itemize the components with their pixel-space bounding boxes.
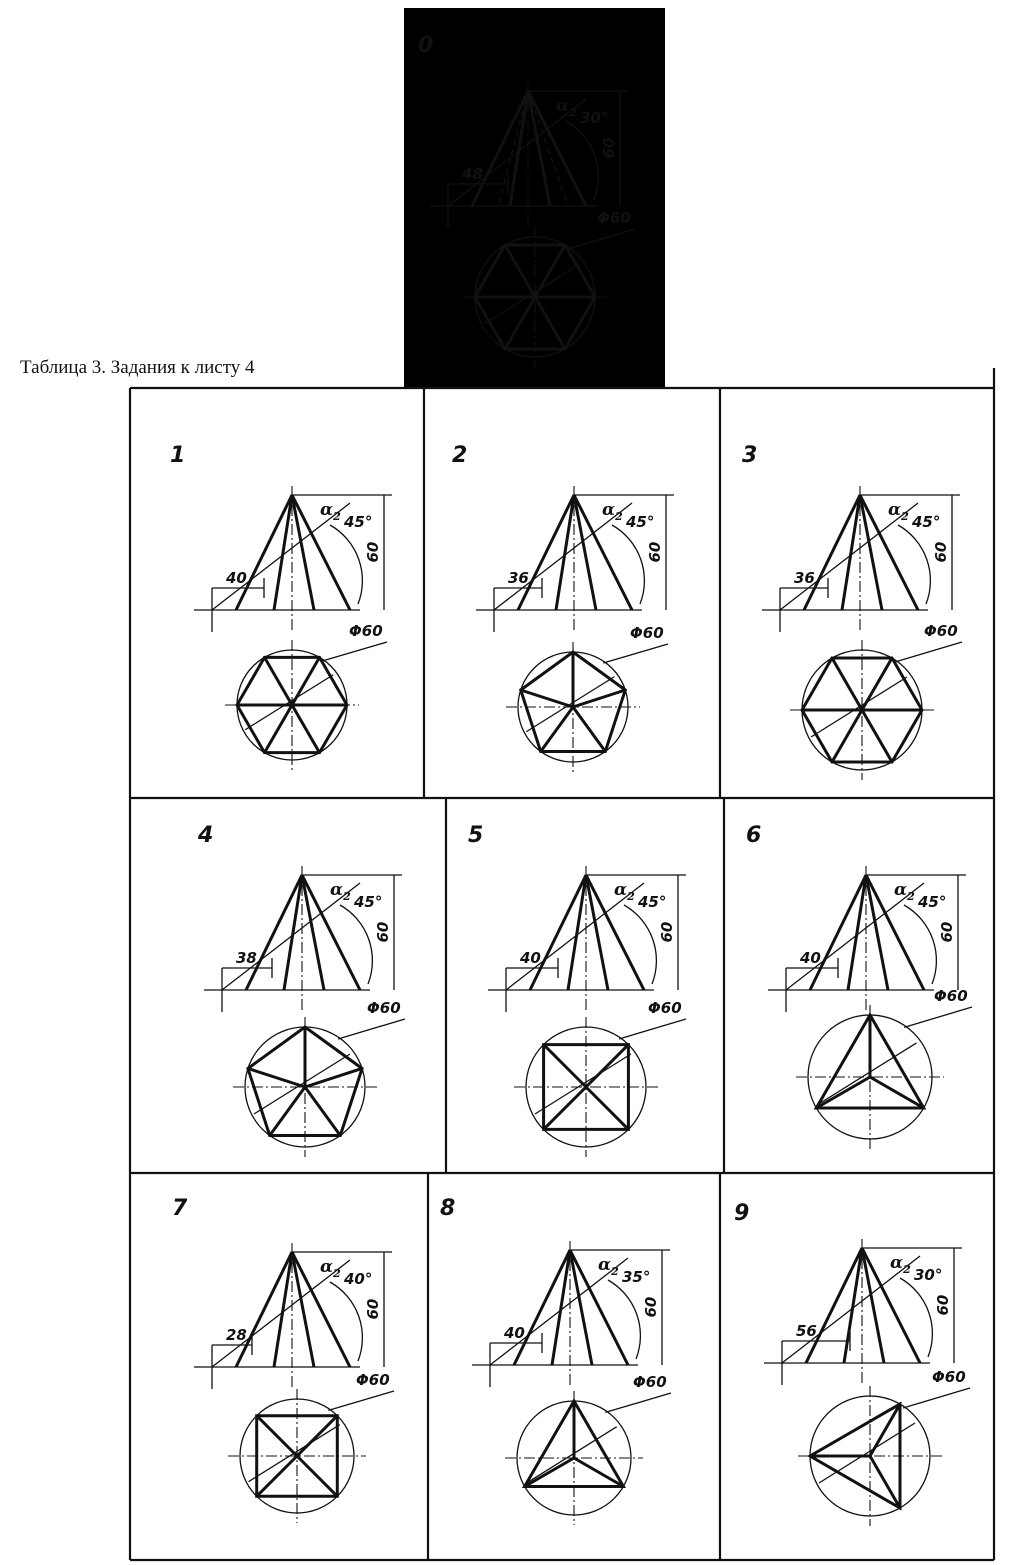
variant-number: 7 (172, 1196, 188, 1221)
section-trace (249, 1425, 340, 1482)
pyramid-edge (862, 1248, 884, 1363)
variant-number: 6 (746, 823, 762, 848)
plane-label: $\alpha_2$ (320, 1257, 341, 1280)
plane-label-subscript: 2 (333, 510, 341, 523)
plane-label: $\alpha_2$ (598, 1255, 619, 1278)
lateral-edge-projection (297, 1456, 337, 1496)
variant-number: 1 (170, 443, 186, 468)
diameter-leader (619, 1019, 686, 1039)
lateral-edge-projection (257, 1456, 297, 1496)
height-dimension: 60 (646, 541, 664, 563)
plane-label-subscript: 2 (903, 1263, 911, 1276)
diameter-label: Φ60 (349, 622, 383, 640)
top-view (798, 1368, 970, 1526)
variant-number: 9 (734, 1201, 750, 1226)
lateral-edge-projection (586, 1087, 628, 1129)
lateral-edge-projection (832, 658, 862, 710)
variant-number: 4 (198, 823, 214, 848)
pyramid-edge (292, 1252, 314, 1367)
table-caption: Таблица 3. Задания к листу 4 (20, 357, 255, 378)
lateral-edge-projection (521, 690, 573, 707)
base-dimension: 28 (226, 1326, 247, 1344)
diameter-label: Φ60 (648, 999, 682, 1017)
lateral-edge-projection (305, 1068, 362, 1087)
variant-cell-6 (746, 823, 972, 1149)
variant-number: 2 (452, 443, 468, 468)
plane-label-subscript: 2 (907, 890, 915, 903)
base-dimension: 48 (462, 165, 483, 183)
height-dimension: 60 (374, 921, 392, 943)
plane-label: $\alpha_2$ (614, 880, 635, 903)
variant-cell-9 (734, 1201, 970, 1526)
angle-arc (900, 1278, 932, 1357)
diameter-label: Φ60 (630, 624, 664, 642)
plane-label-subscript: 2 (343, 890, 351, 903)
height-dimension: 60 (932, 541, 950, 563)
plane-label-subscript: 2 (611, 1265, 619, 1278)
lateral-edge-projection (305, 1087, 340, 1136)
angle-label: 45° (354, 893, 383, 911)
angle-label: 45° (918, 893, 947, 911)
plane-label: $\alpha_2$ (602, 500, 623, 523)
front-view (762, 485, 960, 632)
section-trace (245, 675, 333, 730)
plane-label: $\alpha_2$ (894, 880, 915, 903)
pyramid-edge (866, 875, 888, 990)
diameter-leader (904, 1007, 972, 1027)
top-view (505, 1373, 671, 1525)
height-dimension: 60 (364, 541, 382, 563)
lateral-edge-projection (586, 1045, 628, 1087)
plane-label-subscript: 2 (901, 510, 909, 523)
height-dimension: 60 (658, 921, 676, 943)
diameter-label: Φ60 (633, 1373, 667, 1391)
diameter-leader (322, 642, 387, 661)
pyramid-edge (574, 495, 596, 610)
pyramid-edge (302, 875, 324, 990)
angle-label: 35° (622, 1268, 651, 1286)
lateral-edge-projection (297, 1416, 337, 1456)
variant-number: 3 (742, 443, 758, 468)
variant-number: 8 (440, 1196, 456, 1221)
diameter-leader (603, 644, 668, 663)
diameter-leader (895, 642, 962, 662)
pyramid-edge (586, 875, 608, 990)
angle-arc (898, 525, 930, 604)
base-dimension: 40 (800, 949, 821, 967)
lateral-edge-projection (265, 657, 293, 705)
lateral-edge-projection (573, 690, 625, 707)
plane-label-subscript: 2 (333, 1267, 341, 1280)
base-dimension: 40 (226, 569, 247, 587)
section-trace (254, 1054, 350, 1114)
front-view (476, 485, 674, 632)
plane-label-subscript: 2 (627, 890, 635, 903)
front-view (488, 865, 686, 1012)
variant-number: 0 (418, 33, 434, 58)
height-dimension: 60 (600, 137, 618, 159)
diameter-leader (328, 1391, 394, 1410)
angle-label: 45° (626, 513, 655, 531)
front-view (472, 1240, 670, 1387)
front-view (764, 1238, 962, 1385)
top-view (506, 624, 668, 772)
diameter-label: Φ60 (356, 1371, 390, 1389)
height-dimension: 60 (364, 1298, 382, 1320)
section-trace (535, 1054, 631, 1114)
plane-label: $\alpha_2$ (888, 500, 909, 523)
height-dimension: 60 (938, 921, 956, 943)
diameter-label: Φ60 (934, 987, 968, 1005)
top-view (796, 987, 972, 1149)
diameter-label: Φ60 (597, 209, 631, 227)
base-dimension: 36 (794, 569, 815, 587)
plane-label: $\alpha_2$ (556, 96, 577, 119)
pyramid-edge (860, 495, 882, 610)
front-view (194, 1242, 392, 1389)
angle-label: 45° (912, 513, 941, 531)
top-view (225, 622, 387, 770)
lateral-edge-projection (544, 1087, 586, 1129)
lateral-edge-projection (862, 710, 892, 762)
angle-arc (904, 905, 936, 984)
base-dimension: 56 (796, 1322, 817, 1340)
angle-arc (330, 525, 362, 604)
diameter-leader (903, 1388, 970, 1408)
angle-arc (330, 1282, 362, 1361)
top-view (228, 1371, 394, 1523)
angle-label: 30° (580, 109, 609, 127)
variant-cell-8 (440, 1196, 671, 1525)
variant-cell-5 (468, 823, 686, 1157)
top-view (790, 622, 962, 780)
height-dimension: 60 (934, 1294, 952, 1316)
variant-cell-4 (197, 823, 405, 1157)
base-dimension: 40 (504, 1324, 525, 1342)
base-dimension: 38 (236, 949, 257, 967)
lateral-edge-projection (248, 1068, 305, 1087)
variant-cell-7 (172, 1196, 394, 1523)
angle-arc (340, 905, 372, 984)
angle-label: 45° (344, 513, 373, 531)
plane-label: $\alpha_2$ (320, 500, 341, 523)
lateral-edge-projection (257, 1416, 297, 1456)
variant-cell-2 (452, 443, 674, 772)
plane-label-subscript: 2 (615, 510, 623, 523)
diameter-label: Φ60 (367, 999, 401, 1017)
diameter-label: Φ60 (924, 622, 958, 640)
angle-arc (608, 1280, 640, 1359)
diameter-leader (338, 1019, 405, 1039)
pyramid-edge (570, 1250, 592, 1365)
lateral-edge-projection (541, 707, 573, 751)
lateral-edge-projection (292, 705, 320, 753)
top-view (233, 999, 405, 1157)
variant-cell-1 (170, 443, 392, 770)
top-view (514, 999, 686, 1157)
angle-label: 30° (914, 1266, 943, 1284)
variant-number: 5 (468, 823, 484, 848)
angle-label: 45° (638, 893, 667, 911)
front-view (204, 865, 402, 1012)
lateral-edge-projection (270, 1087, 305, 1136)
section-trace (526, 677, 614, 732)
height-dimension: 60 (642, 1296, 660, 1318)
plane-label-subscript: 2 (569, 106, 577, 119)
front-view (194, 485, 392, 632)
base-dimension: 36 (508, 569, 529, 587)
lateral-edge-projection (265, 705, 293, 753)
section-trace (811, 677, 907, 737)
angle-arc (612, 525, 644, 604)
lateral-edge-projection (573, 707, 605, 751)
plane-label: $\alpha_2$ (330, 880, 351, 903)
diameter-leader (605, 1393, 671, 1412)
plane-label: $\alpha_2$ (890, 1253, 911, 1276)
lateral-edge-projection (832, 710, 862, 762)
base-dimension: 40 (520, 949, 541, 967)
pyramid-edge (292, 495, 314, 610)
variant-cell-3 (742, 443, 962, 780)
diameter-label: Φ60 (932, 1368, 966, 1386)
angle-label: 40° (344, 1270, 373, 1288)
lateral-edge-projection (544, 1045, 586, 1087)
angle-arc (624, 905, 656, 984)
table-grid (130, 8, 994, 1560)
